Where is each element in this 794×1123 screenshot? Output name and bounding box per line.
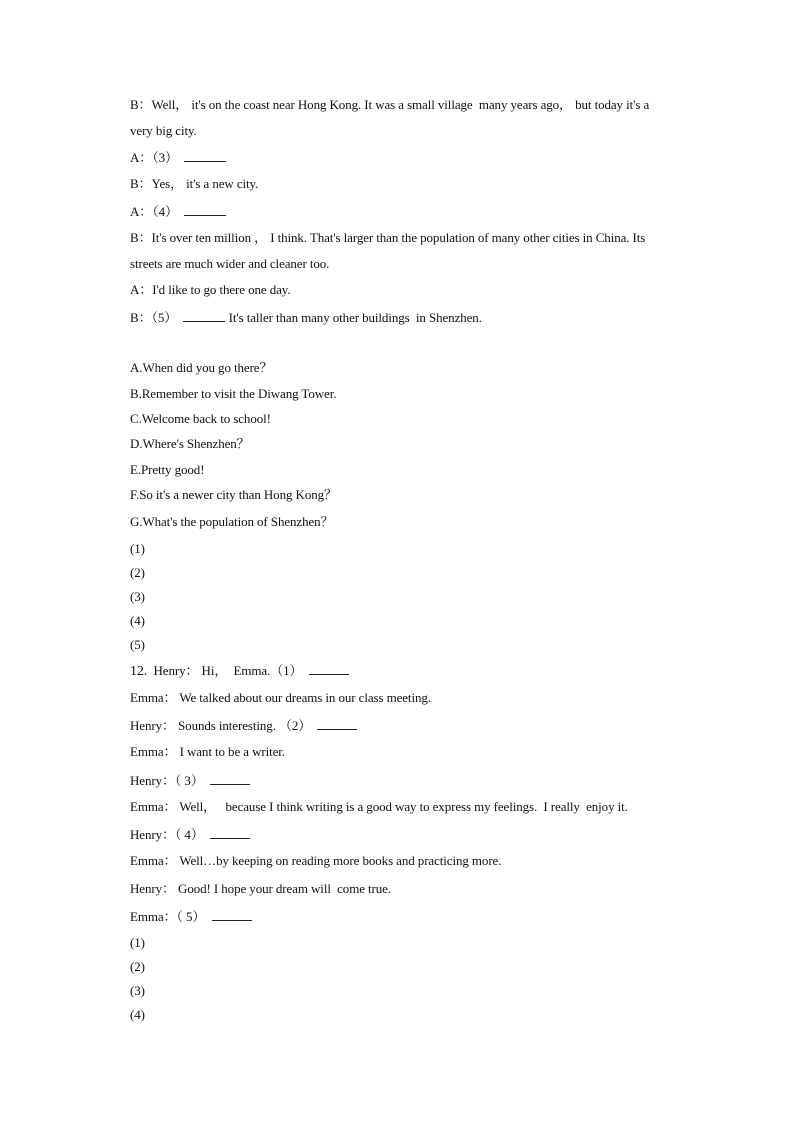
dialog1-line-blank-5 <box>130 309 482 326</box>
question-number: 12. <box>130 664 148 679</box>
q12-answer-2-label: (2) <box>130 959 145 974</box>
q12-line-3-text: Henry： Sounds interesting. （2） <box>130 718 312 733</box>
q12-line-1-text: Henry： Hi， Emma.（1） <box>153 663 303 678</box>
q12-line-1 <box>130 662 349 680</box>
q12-blank-3[interactable] <box>210 772 250 785</box>
dialog1-line-6: B：It's over ten million ， I think. That's larger than the population of many other cities in China. Its <box>130 230 646 245</box>
dialog1-line-blank-3 <box>130 149 226 166</box>
answer-1-label: (1) <box>130 541 145 556</box>
dialog1-line-7: streets are much wider and cleaner too. <box>130 256 330 271</box>
option-b: B.Remember to visit the Diwang Tower. <box>130 386 337 401</box>
q12-answer-4-label: (4) <box>130 1007 145 1022</box>
dialog1-line-4: B：Yes， it's a new city. <box>130 176 259 191</box>
q12-line-9: Henry： Good! I hope your dream will come true. <box>130 881 392 896</box>
answer-2-label: (2) <box>130 565 145 580</box>
q12-line-10 <box>130 908 252 925</box>
dialog1-line-9-text: B：（5） <box>130 310 178 325</box>
q12-blank-4[interactable] <box>210 826 250 839</box>
q12-line-5 <box>130 772 250 789</box>
dialog1-line-3-text: A：（3） <box>130 150 178 165</box>
q12-answer-3-label: (3) <box>130 983 145 998</box>
dialog1-line-blank-4 <box>130 203 226 220</box>
dialog1-line-1: B：Well， it's on the coast near Hong Kong. It was a small village many years ago， but today it's a <box>130 97 650 112</box>
q12-line-7-text: Henry：（ 4） <box>130 827 204 842</box>
q12-line-3 <box>130 717 357 734</box>
answer-3-label: (3) <box>130 589 145 604</box>
answer-4-label: (4) <box>130 613 145 628</box>
dialog1-line-8: A：I'd like to go there one day. <box>130 282 291 297</box>
option-a: A.When did you go there？ <box>130 360 273 375</box>
option-f: F.So it's a newer city than Hong Kong？ <box>130 487 337 502</box>
q12-answer-1-label: (1) <box>130 935 145 950</box>
option-g: G.What's the population of Shenzhen？ <box>130 514 334 529</box>
option-e: E.Pretty good! <box>130 462 205 477</box>
q12-line-4: Emma： I want to be a writer. <box>130 744 285 759</box>
q12-blank-2[interactable] <box>317 717 357 730</box>
q12-line-8: Emma： Well…by keeping on reading more books and practicing more. <box>130 853 502 868</box>
q12-line-7 <box>130 826 250 843</box>
dialog1-line-2: very big city. <box>130 123 197 138</box>
q12-line-2: Emma： We talked about our dreams in our class meeting. <box>130 690 431 705</box>
answer-blank-3[interactable] <box>184 149 226 162</box>
option-c: C.Welcome back to school! <box>130 411 271 426</box>
q12-blank-1[interactable] <box>309 662 349 675</box>
q12-line-6: Emma： Well， because I think writing is a good way to express my feelings. I really enjoy it. <box>130 799 628 814</box>
q12-line-5-text: Henry：（ 3） <box>130 773 204 788</box>
dialog1-line-5-text: A：（4） <box>130 204 178 219</box>
q12-line-10-text: Emma：（ 5） <box>130 909 206 924</box>
answer-blank-5[interactable] <box>183 309 225 322</box>
answer-5-label: (5) <box>130 637 145 652</box>
option-d: D.Where's Shenzhen？ <box>130 436 250 451</box>
dialog1-line-9-tail: It's taller than many other buildings in Shenzhen. <box>228 310 482 325</box>
answer-blank-4[interactable] <box>184 203 226 216</box>
q12-blank-5[interactable] <box>212 908 252 921</box>
